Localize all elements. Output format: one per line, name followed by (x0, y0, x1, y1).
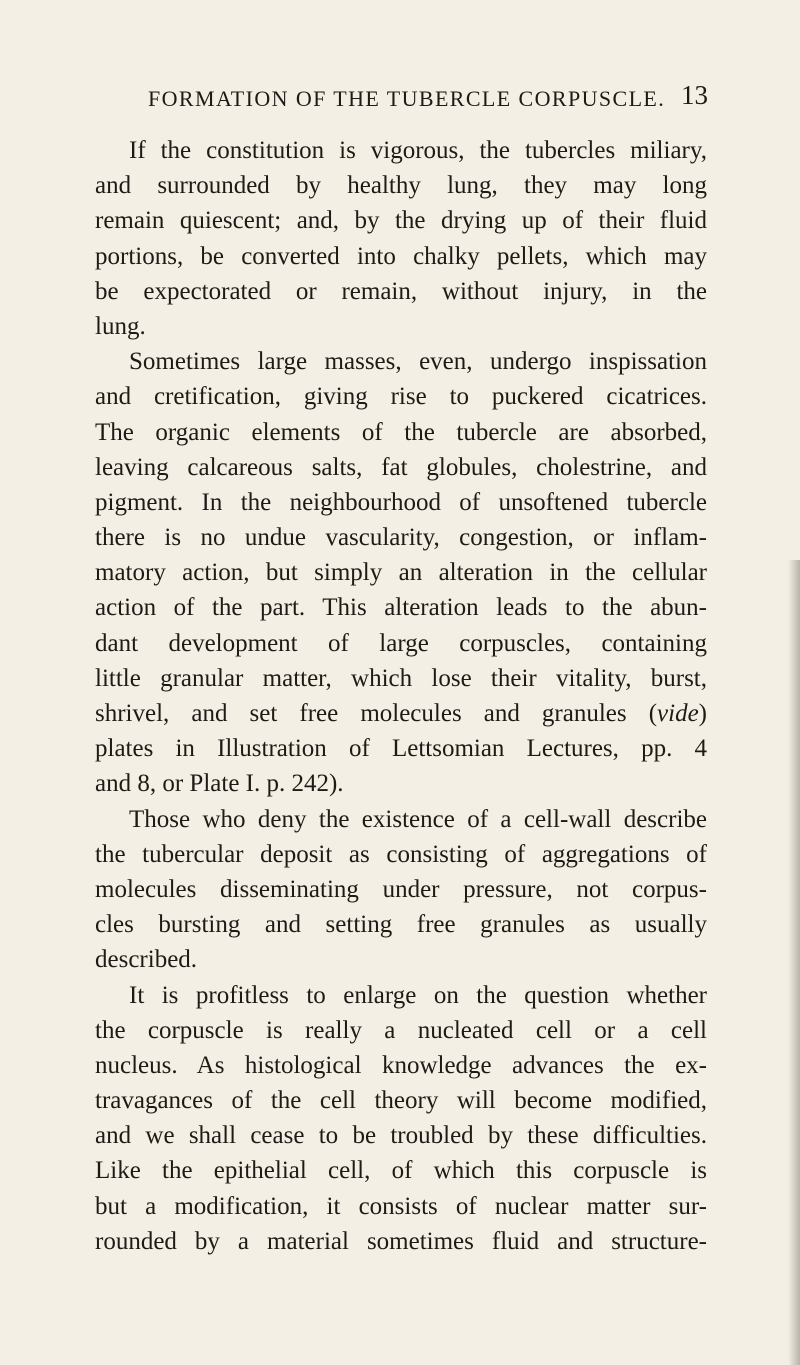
text-line: cles bursting and setting free granules as usually (95, 911, 707, 939)
body-text (95, 133, 707, 1259)
text-line: shrivel, and set free molecules and granules (vide) (95, 700, 707, 727)
text-line: matory action, but simply an alteration in the cellular (95, 559, 707, 587)
text-line: rounded by a material sometimes fluid and structure- (95, 1227, 707, 1255)
text-line: lung. (95, 312, 146, 340)
text-line: remain quiescent; and, by the drying up of their fluid (95, 207, 707, 235)
text-line: leaving calcareous salts, fat globules, cholestrine, and (95, 453, 707, 481)
text-line: and we shall cease to be troubled by these difficulties. (95, 1122, 707, 1150)
running-head (148, 80, 708, 118)
text-line: the tubercular deposit as consisting of aggregations of (95, 840, 707, 868)
text-line: Sometimes large masses, even, undergo inspissation (129, 348, 707, 376)
text-line: there is no undue vascularity, congestion, or inflam- (95, 524, 707, 552)
text-line: molecules disseminating under pressure, not corpus- (95, 875, 707, 903)
text-line: It is profitless to enlarge on the question whether (129, 981, 707, 1009)
page-edge-shadow (788, 560, 800, 1365)
text-line: be expectorated or remain, without injury, in the (95, 277, 707, 305)
running-title: FORMATION OF THE TUBERCLE CORPUSCLE. (148, 86, 666, 111)
text-line: Those who deny the existence of a cell-wall describe (129, 805, 707, 833)
text-line: nucleus. As histological knowledge advances the ex- (95, 1051, 707, 1079)
text-line: pigment. In the neighbourhood of unsoftened tubercle (95, 488, 707, 516)
text-line: travagances of the cell theory will become modified, (95, 1087, 707, 1115)
text-line: the corpuscle is really a nucleated cell or a cell (95, 1016, 707, 1044)
text-line: Like the epithelial cell, of which this corpuscle is (95, 1157, 707, 1185)
vide-italic: vide (657, 700, 699, 727)
text-line: portions, be converted into chalky pellets, which may (95, 242, 707, 270)
text-line: action of the part. This alteration leads to the abun- (95, 594, 707, 622)
text-line: described. (95, 946, 198, 974)
text-line: dant development of large corpuscles, containing (95, 629, 707, 657)
text-line: If the constitution is vigorous, the tubercles miliary, (129, 137, 707, 164)
text-line: The organic elements of the tubercle are absorbed, (95, 418, 707, 446)
text-line: and cretification, giving rise to puckered cicatrices. (95, 383, 707, 411)
text-line: and 8, or Plate I. p. 242). (95, 770, 344, 798)
text-line: and surrounded by healthy lung, they may long (95, 172, 707, 200)
page-number: 13 (681, 80, 708, 110)
text-line: little granular matter, which lose their vitality, burst, (95, 664, 707, 692)
text-line: plates in Illustration of Lettsomian Lectures, pp. 4 (95, 735, 707, 763)
text-line: but a modification, it consists of nuclear matter sur- (95, 1192, 707, 1220)
